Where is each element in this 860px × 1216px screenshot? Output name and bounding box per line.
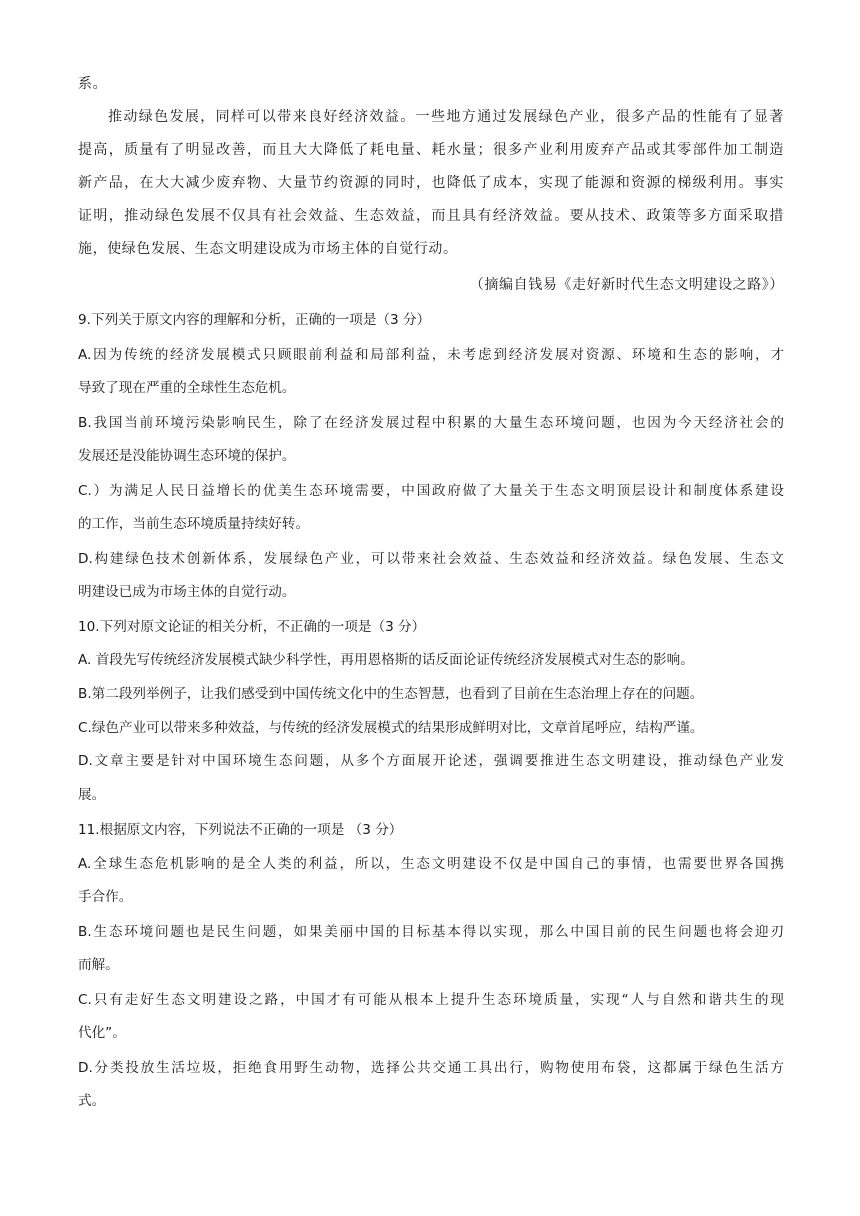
q9-option-b-line1: B.我国当前环境污染影响民生，除了在经济发展过程中积累的大量生态环境问题，也因为今天经济社会的 (78, 415, 784, 431)
q10-option-c: C.绿色产业可以带来多种效益，与传统的经济发展模式的结果形成鲜明对比，文章首尾呼应，结构严谨。 (78, 720, 704, 736)
q11-option-d-line2: 式。 (78, 1093, 106, 1109)
q9-option-a-line2: 导致了现在严重的全球性生态危机。 (78, 380, 296, 396)
q11-option-d-line1: D.分类投放生活垃圾，拒绝食用野生动物，选择公共交通工具出行，购物使用布袋，这都属于绿色生活方 (78, 1060, 784, 1076)
passage-line-0: 系。 (78, 76, 108, 92)
q9-option-c-line2: 的工作，当前生态环境质量持续好转。 (78, 516, 310, 532)
passage-source: （摘编自钱易《走好新时代生态文明建设之路》） (469, 277, 784, 293)
q11-stem: 11.根据原文内容，下列说法不正确的一项是 （3 分） (78, 822, 403, 838)
q10-option-a: A. 首段先写传统经济发展模式缺少科学性，再用恩格斯的话反面论证传统经济发展模式对生态的影响。 (78, 652, 694, 668)
q11-option-b-line1: B.生态环境问题也是民生问题，如果美丽中国的目标基本得以实现，那么中国目前的民生问题也将会迎刃 (78, 924, 784, 940)
q9-option-b-line2: 发展还是没能协调生态环境的保护。 (78, 448, 296, 464)
q10-option-d-line1: D.文章主要是针对中国环境生态问题，从多个方面展开论述，强调要推进生态文明建设，推动绿色产业发 (78, 753, 784, 769)
q9-option-d-line1: D.构建绿色技术创新体系，发展绿色产业，可以带来社会效益、生态效益和经济效益。绿色发展、生态文 (78, 551, 784, 567)
q11-option-b-line2: 而解。 (78, 957, 119, 973)
passage-line-2: 提高，质量有了明显改善，而且大大降低了耗电量、耗水量；很多产业利用废弃产品或其零部件加工制造 (78, 142, 784, 158)
passage-line-1: 推动绿色发展，同样可以带来良好经济效益。一些地方通过发展绿色产业，很多产品的性能有了显著 (108, 109, 784, 125)
q9-option-a-line1: A.因为传统的经济发展模式只顾眼前利益和局部利益，未考虑到经济发展对资源、环境和生态的影响，才 (78, 347, 784, 363)
q11-option-a-line2: 手合作。 (78, 889, 133, 905)
q11-option-c-line2: 代化”。 (78, 1025, 126, 1041)
passage-line-4: 证明，推动绿色发展不仅具有社会效益、生态效益，而且具有经济效益。要从技术、政策等多方面采取措 (78, 208, 784, 224)
q9-option-d-line2: 明建设已成为市场主体的自觉行动。 (78, 584, 296, 600)
q11-option-c-line1: C.只有走好生态文明建设之路，中国才有可能从根本上提升生态环境质量，实现“人与自然和谐共生的现 (78, 992, 784, 1008)
q9-stem: 9.下列关于原文内容的理解和分析，正确的一项是（3 分） (78, 312, 431, 328)
q10-stem: 10.下列对原文论证的相关分析，不正确的一项是（3 分） (78, 619, 426, 635)
q9-option-c-line1: C.）为满足人民日益增长的优美生态环境需要，中国政府做了大量关于生态文明顶层设计和制度体系建设 (78, 483, 784, 499)
passage-line-3: 新产品，在大大减少废弃物、大量节约资源的同时，也降低了成本，实现了能源和资源的梯级利用。事实 (78, 175, 784, 191)
q11-option-a-line1: A.全球生态危机影响的是全人类的利益，所以，生态文明建设不仅是中国自己的事情，也需要世界各国携 (78, 856, 784, 872)
passage-line-5: 施，使绿色发展、生态文明建设成为市场主体的自觉行动。 (78, 241, 458, 257)
q10-option-b: B.第二段列举例子，让我们感受到中国传统文化中的生态智慧，也看到了目前在生态治理上存在的问题。 (78, 686, 704, 702)
q10-option-d-line2: 展。 (78, 787, 106, 803)
